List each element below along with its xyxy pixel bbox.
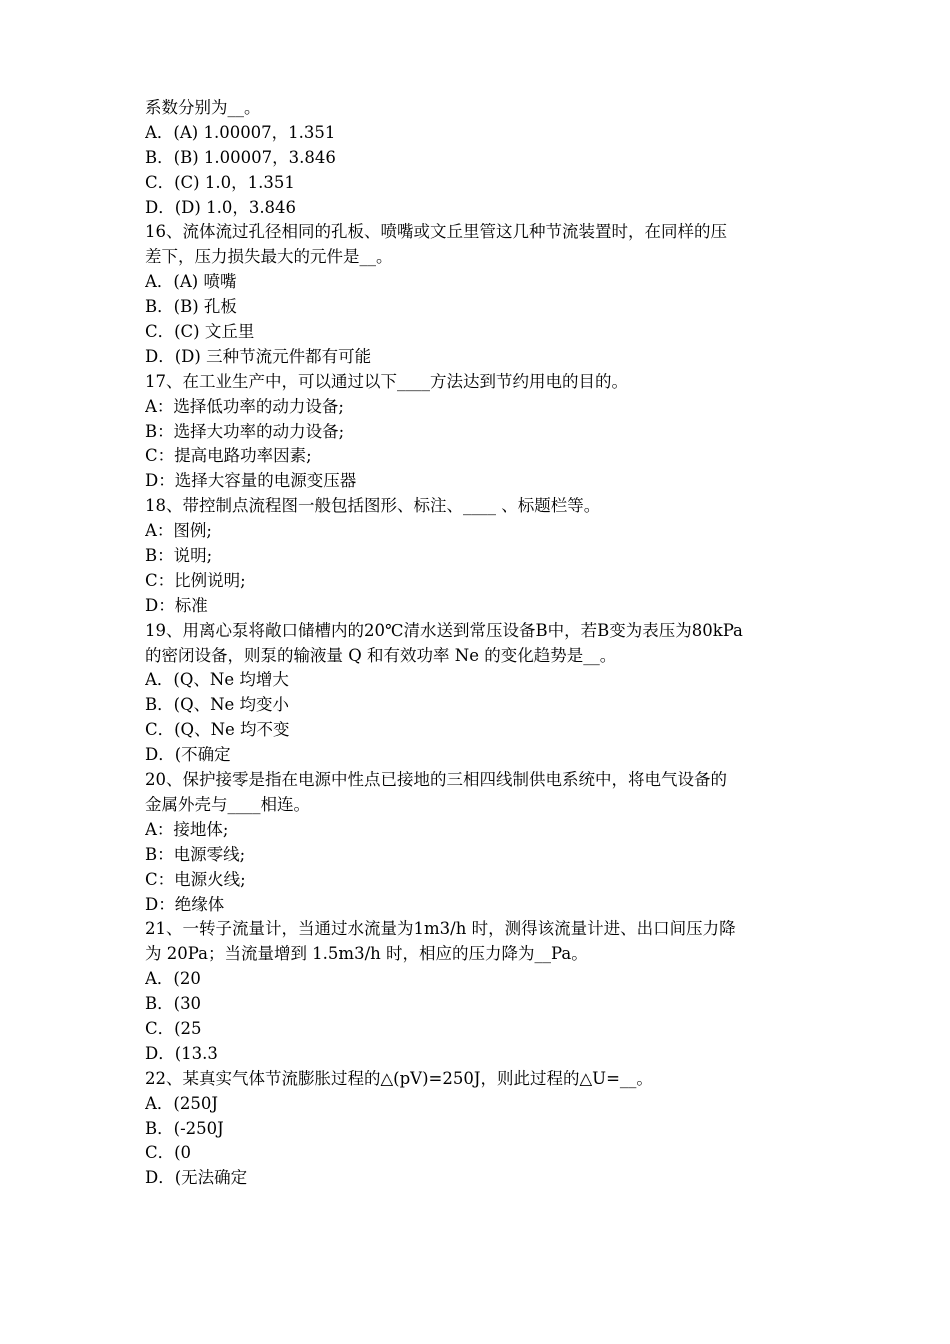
option-a: A：选择低功率的动力设备; — [145, 396, 344, 416]
option-a: A．(Q、Ne 均增大 — [145, 670, 289, 690]
option-d: D．(13.3 — [145, 1043, 218, 1063]
option-d: D．(D) 1.0，3.846 — [145, 197, 297, 217]
option-b: B：选择大功率的动力设备; — [145, 421, 345, 441]
question-16: 16、流体流过孔径相同的孔板、喷嘴或文丘里管这几种节流装置时，在同样的压 — [145, 222, 727, 242]
question-19-cont: 的密闭设备，则泵的输液量 Q 和有效功率 Ne 的变化趋势是__。 — [145, 645, 617, 665]
option-c: C：提高电路功率因素; — [145, 446, 312, 466]
option-d: D．(D) 三种节流元件都有可能 — [145, 346, 372, 366]
option-c: C．(Q、Ne 均不变 — [145, 720, 290, 740]
option-a: A：图例; — [145, 521, 212, 541]
option-d: D．(无法确定 — [145, 1168, 248, 1188]
text-line: 系数分别为__。 — [145, 98, 261, 117]
question-19: 19、用离心泵将敞口储槽内的20℃清水送到常压设备B中，若B变为表压为80kPa — [145, 620, 743, 640]
option-d: D：绝缘体 — [145, 894, 225, 914]
question-22: 22、某真实气体节流膨胀过程的△(pV)=250J，则此过程的△U=__。 — [145, 1068, 653, 1088]
question-21-cont: 为 20Pa；当流量增到 1.5m3/h 时，相应的压力降为__Pa。 — [145, 944, 588, 964]
option-d: D．(不确定 — [145, 745, 231, 765]
option-c: C．(25 — [145, 1018, 202, 1038]
option-b: B：电源零线; — [145, 844, 246, 864]
question-21: 21、一转子流量计，当通过水流量为1m3/h 时，测得该流量计进、出口间压力降 — [145, 919, 736, 939]
option-c: C．(C) 文丘里 — [145, 322, 255, 342]
option-b: B．(B) 孔板 — [145, 297, 237, 317]
option-a: A．(A) 喷嘴 — [145, 272, 237, 292]
option-c: C．(C) 1.0，1.351 — [145, 172, 295, 192]
option-a: A．(A) 1.00007，1.351 — [145, 122, 336, 142]
document-page — [145, 96, 825, 1191]
option-a: A．(250J — [145, 1093, 218, 1113]
question-16-cont: 差下，压力损失最大的元件是__。 — [145, 247, 393, 267]
option-b: B：说明; — [145, 546, 213, 566]
option-d: D：选择大容量的电源变压器 — [145, 471, 357, 491]
option-a: A．(20 — [145, 969, 201, 989]
option-d: D：标准 — [145, 595, 208, 615]
option-c: C：电源火线; — [145, 869, 246, 889]
option-c: C．(0 — [145, 1143, 192, 1163]
question-17: 17、在工业生产中，可以通过以下____方法达到节约用电的目的。 — [145, 371, 628, 391]
option-c: C：比例说明; — [145, 570, 246, 590]
question-20: 20、保护接零是指在电源中性点已接地的三相四线制供电系统中，将电气设备的 — [145, 770, 727, 790]
option-b: B．(30 — [145, 994, 202, 1014]
question-18: 18、带控制点流程图一般包括图形、标注、____ 、标题栏等。 — [145, 496, 601, 516]
option-b: B．(Q、Ne 均变小 — [145, 695, 290, 715]
option-b: B．(B) 1.00007，3.846 — [145, 147, 336, 167]
option-a: A：接地体; — [145, 819, 229, 839]
option-b: B．(-250J — [145, 1118, 224, 1138]
question-20-cont: 金属外壳与____相连。 — [145, 794, 310, 814]
